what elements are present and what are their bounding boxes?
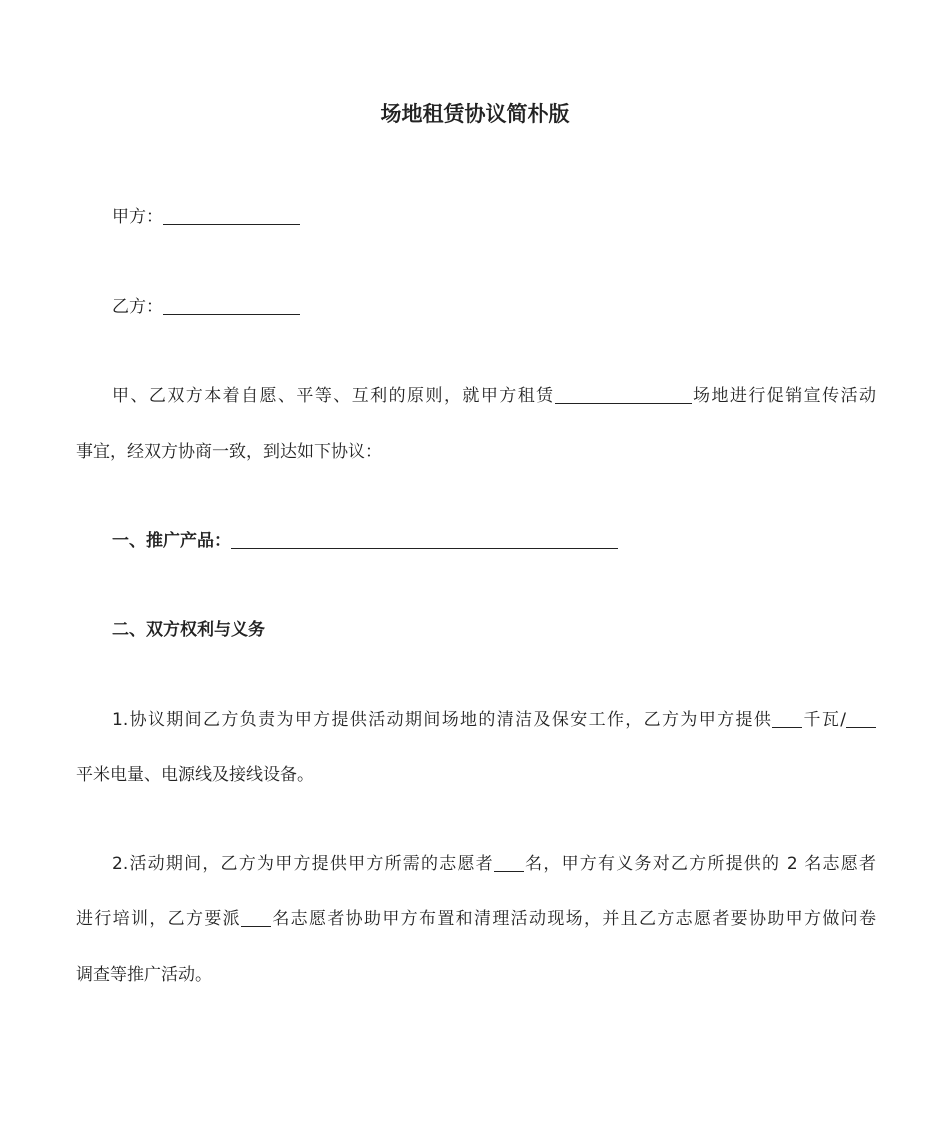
party-a-label: 甲方： bbox=[112, 207, 163, 227]
item-2-line-3 bbox=[76, 962, 876, 988]
intro-line-2 bbox=[76, 439, 876, 465]
item-2-line-2 bbox=[76, 906, 876, 932]
document-title: 场地租赁协议简朴版 bbox=[380, 102, 570, 126]
square-meter-blank bbox=[846, 709, 876, 728]
section-1-heading bbox=[76, 528, 876, 554]
item-1-text-b: 千瓦/ bbox=[802, 710, 846, 730]
item-2-text-e: 调查等推广活动。 bbox=[76, 965, 212, 985]
assist-count-blank bbox=[241, 908, 271, 927]
section-2-heading bbox=[76, 617, 876, 643]
item-2-text-b: 名，甲方有义务对乙方所提供的 2 名志愿者 bbox=[523, 854, 876, 874]
item-1-text-a: 1.协议期间乙方负责为甲方提供活动期间场地的清洁及保安工作，乙方为甲方提供 bbox=[112, 710, 773, 730]
section-2-label: 二、双方权利与义务 bbox=[112, 620, 265, 640]
item-1-line-1 bbox=[76, 707, 876, 733]
item-2-text-d: 名志愿者协助甲方布置和清理活动现场，并且乙方志愿者要协助甲方做问卷 bbox=[271, 909, 876, 929]
intro-line-1 bbox=[76, 383, 876, 409]
party-a-line bbox=[76, 204, 876, 230]
party-b-label: 乙方： bbox=[112, 297, 163, 317]
item-2-text-a: 2.活动期间，乙方为甲方提供甲方所需的志愿者 bbox=[112, 854, 494, 874]
party-b-line bbox=[76, 294, 876, 320]
party-b-blank bbox=[163, 296, 300, 315]
item-1-text-c: 平米电量、电源线及接线设备。 bbox=[76, 765, 314, 785]
item-2-line-1 bbox=[76, 851, 876, 877]
party-a-blank bbox=[163, 206, 300, 225]
item-2-text-c: 进行培训，乙方要派 bbox=[76, 909, 241, 929]
kilowatt-blank bbox=[772, 709, 802, 728]
item-1-line-2 bbox=[76, 762, 876, 788]
intro-text-2: 场地进行促销宣传活动 bbox=[691, 386, 877, 406]
volunteer-count-blank bbox=[494, 853, 524, 872]
section-1-label: 一、推广产品： bbox=[112, 531, 231, 551]
product-blank bbox=[231, 530, 618, 549]
intro-text-1: 甲、乙双方本着自愿、平等、互利的原则，就甲方租赁 bbox=[112, 386, 555, 406]
venue-blank bbox=[555, 385, 692, 404]
intro-text-3: 事宜，经双方协商一致，到达如下协议： bbox=[76, 442, 382, 462]
